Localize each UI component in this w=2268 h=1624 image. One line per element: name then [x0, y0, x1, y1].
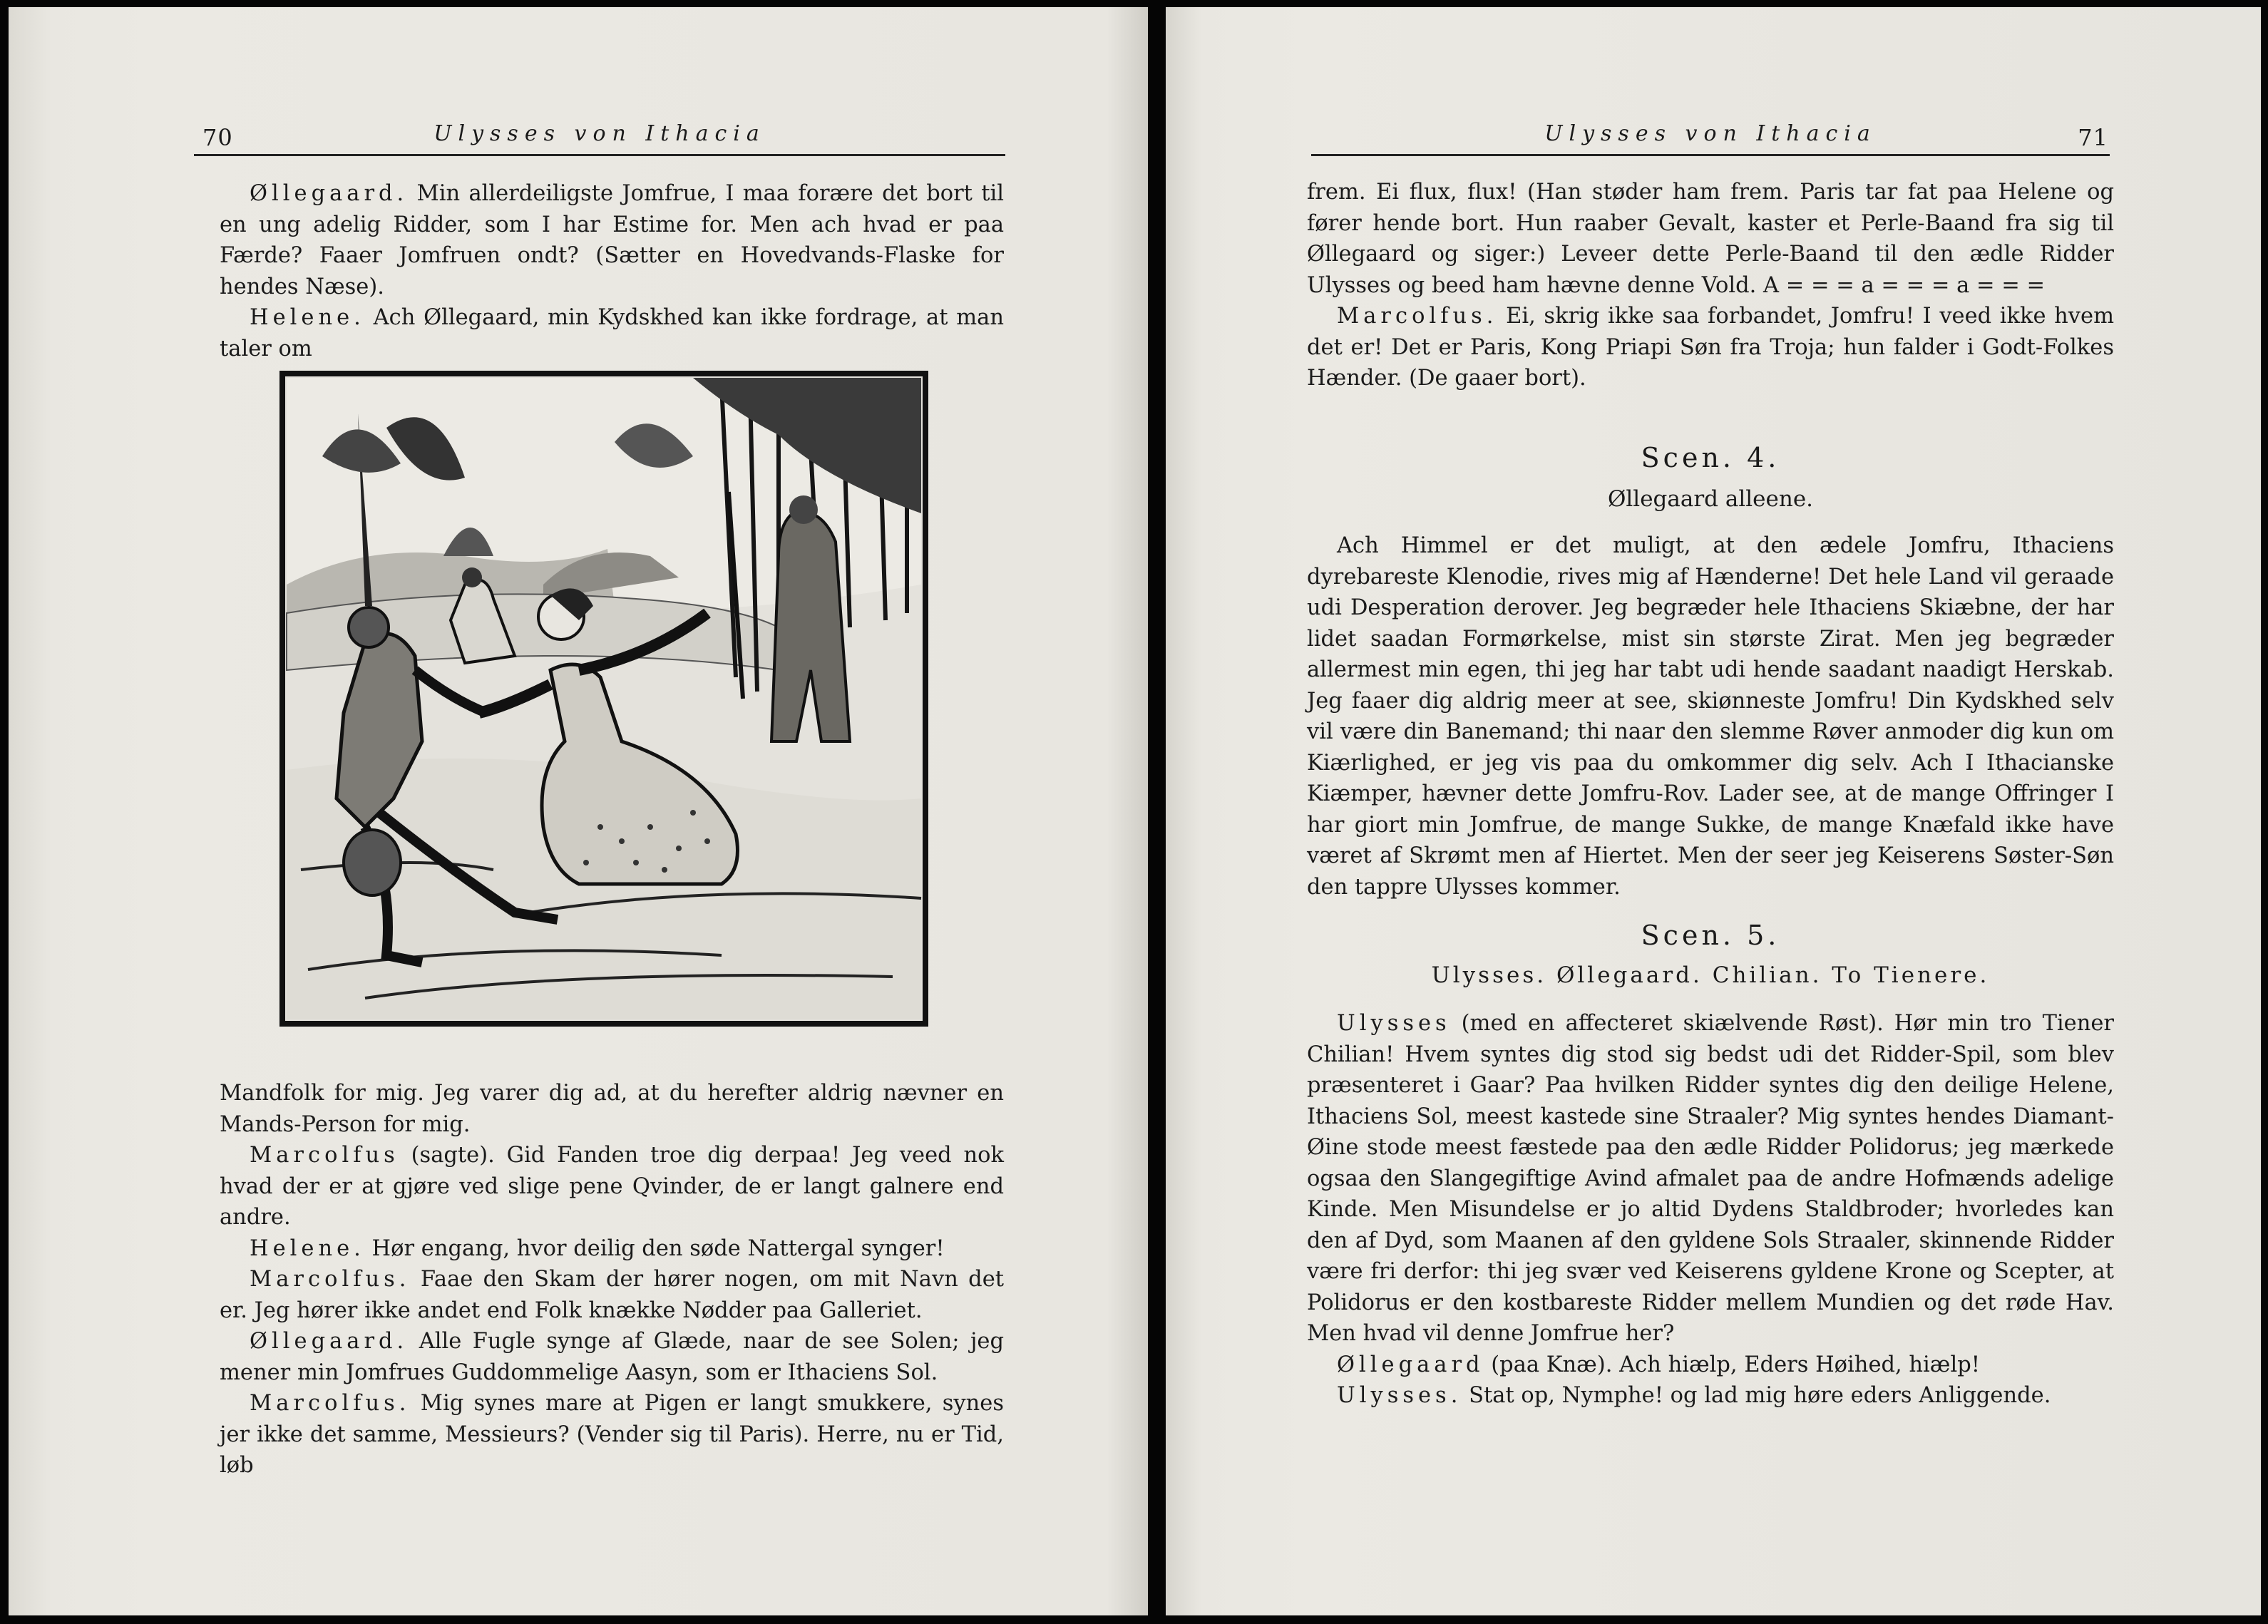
scene-cast: Øllegaard alleene.	[1607, 486, 1814, 512]
speaker-name: Ulysses.	[1337, 1383, 1462, 1408]
running-title: Ulysses von Ithacia	[1544, 121, 1877, 146]
speaker-name: Øllegaard.	[250, 181, 409, 206]
paragraph	[220, 1078, 1004, 1140]
speaker-name: Øllegaard	[1337, 1352, 1484, 1377]
speech-text: (paa Knæ). Ach hiælp, Eders Høihed, hiælp!	[1491, 1352, 1981, 1377]
speech-text: Stat op, Nymphe! og lad mig høre eders Anliggende.	[1469, 1383, 2051, 1408]
woodcut-illustration	[279, 371, 928, 1027]
page-number: 71	[2078, 124, 2108, 151]
text-block-top	[220, 178, 1004, 364]
speech-text: Min allerdeiligste Jomfrue, I maa forære det bort til en ung adelig Ridder, som I har Estime for. Men ach hvad er paa Færde? Faaer Jomfruen ondt? (Sætter en Hovedvands-Flaske for hendes Næse).	[220, 181, 1004, 299]
speaker-name: Ulysses	[1337, 1011, 1451, 1036]
page-number: 70	[202, 124, 233, 151]
paragraph	[1307, 1008, 2114, 1350]
left-page	[9, 7, 1148, 1615]
speaker-name: Marcolfus.	[250, 1267, 411, 1292]
speech-text: Mandfolk for mig. Jeg varer dig ad, at du herefter aldrig nævner en Mands-Person for mig.	[220, 1081, 1004, 1137]
paragraph	[1307, 1350, 2114, 1381]
speech-text: frem. Ei flux, flux! (Han støder ham frem. Paris tar fat paa Helene og fører hende bort. Hun raaber Gevalt, kaster et Perle-Baand fra sig til Øllegaard og siger:) Leveer dette Perle-Baand til den ædle Ridder Ulysses og beed ham hævne denne Vold. A = = = a = = = a = = =	[1307, 180, 2114, 298]
speech-text: (sagte). Gid Fanden troe dig derpaa! Jeg veed nok hvad der er at gjøre ved slige pene Qvinder, de er langt galnere end andre.	[220, 1143, 1005, 1230]
running-header	[194, 121, 1005, 156]
speech-text: Ach Øllegaard, min Kydskhed kan ikke fordrage, at man taler om	[220, 305, 1004, 361]
speaker-name: Marcolfus	[250, 1143, 399, 1168]
scene-text	[1307, 1008, 2114, 1412]
speech-text: Alle Fugle synge af Glæde, naar de see Solen; jeg mener min Jomfrues Guddommelige Aasyn, som er Ithaciens Sol.	[220, 1329, 1004, 1385]
scene-text	[1307, 530, 2114, 903]
paragraph: Ach Himmel er det muligt, at den ædele Jomfru, Ithaciens dyrebareste Klenodie, rives mig af Hænderne! Det hele Land vil geraade udi Desperation derover. Jeg begræder hele Ithaciens Skiæbne, der har lidet saadan Formørkelse, mist sin største Zirat. Men jeg begræder allermest min egen, thi jeg har tabt udi hende saadant naadigt Herskab. Jeg faaer dig aldrig meer at see, skiønneste Jomfru! Din Kydskhed selv vil være din Banemand; thi naar den slemme Røver anmoder dig kun om Kiærlighed, er jeg vis paa du omkommer dig selv. Ach I Ithacianske Kiæmper, hævner dette Jomfru-Rov. Lader see, at de mange Offringer I har giort min Jomfrue, de mange Sukke, de mange Knæfald ikke have været af Skrømt men af Hiertet. Men der seer jeg Keiserens Søster-Søn den tappre Ulysses kommer.	[1307, 533, 2114, 900]
paragraph	[220, 1233, 1004, 1265]
paragraph	[220, 1264, 1004, 1326]
paragraph	[220, 1140, 1004, 1233]
speaker-name: Helene.	[250, 305, 365, 330]
scene-heading: Scen. 4.	[1641, 442, 1780, 473]
paragraph	[1307, 177, 2114, 301]
text-block-bottom	[220, 1078, 1004, 1481]
scene-heading: Scen. 5.	[1641, 920, 1780, 951]
speaker-name: Marcolfus.	[250, 1391, 411, 1416]
paragraph	[1307, 301, 2114, 394]
speech-text: Faae den Skam der hører nogen, om mit Navn det er. Jeg hører ikke andet end Folk knække Nødder paa Galleriet.	[220, 1267, 1004, 1323]
scene-cast: Ulysses. Øllegaard. Chilian. To Tienere.	[1431, 962, 1990, 988]
text-block-top	[1307, 177, 2114, 394]
speech-text: Mig synes mare at Pigen er langt smukkere, synes jer ikke det samme, Messieurs? (Vender sig til Paris). Herre, nu er Tid, løb	[220, 1391, 1004, 1478]
running-header	[1311, 121, 2110, 156]
paragraph	[220, 1388, 1004, 1481]
speaker-name: Øllegaard.	[250, 1329, 409, 1354]
running-title: Ulysses von Ithacia	[433, 121, 766, 146]
speaker-name: Marcolfus.	[1337, 304, 1498, 329]
speech-text: Ei, skrig ikke saa forbandet, Jomfru! I veed ikke hvem det er! Det er Paris, Kong Priapi Søn fra Troja; hun falder i Godt-Folkes Hænder. (De gaaer bort).	[1307, 304, 2115, 391]
paragraph	[1307, 1380, 2114, 1412]
paragraph	[220, 302, 1004, 364]
paragraph	[220, 1326, 1004, 1388]
right-page	[1166, 7, 2261, 1615]
speech-text: Hør engang, hvor deilig den søde Nattergal synger!	[371, 1235, 945, 1261]
speaker-name: Helene.	[250, 1235, 365, 1261]
speech-text: (med en affecteret skiælvende Røst). Hør min tro Tiener Chilian! Hvem syntes dig stod sig bedst udi det Ridder-Spil, som blev præsenteret i Gaar? Paa hvilken Ridder syntes dig den deilige Helene, Ithaciens Sol, meest kastede sine Straaler? Mig syntes hendes Diamant-Øine stode meest fæstede paa den ædle Ridder Polidorus; jeg mærkede ogsaa den Slangegiftige Avind afmalet paa de andre Hofmænds adelige Kinde. Men Misundelse er jo altid Dydens Staldbroder; hvorledes kan den af Dyd, som Maanen af den gyldene Sols Straaler, skinnende Ridder være fri derfor: thi jeg svær ved Keiserens gyldene Krone og Scepter, at Polidorus er den kostbareste Ridder mellem Mundien og det røde Hav. Men hvad vil denne Jomfrue her?	[1307, 1011, 2114, 1346]
paragraph	[220, 178, 1004, 302]
